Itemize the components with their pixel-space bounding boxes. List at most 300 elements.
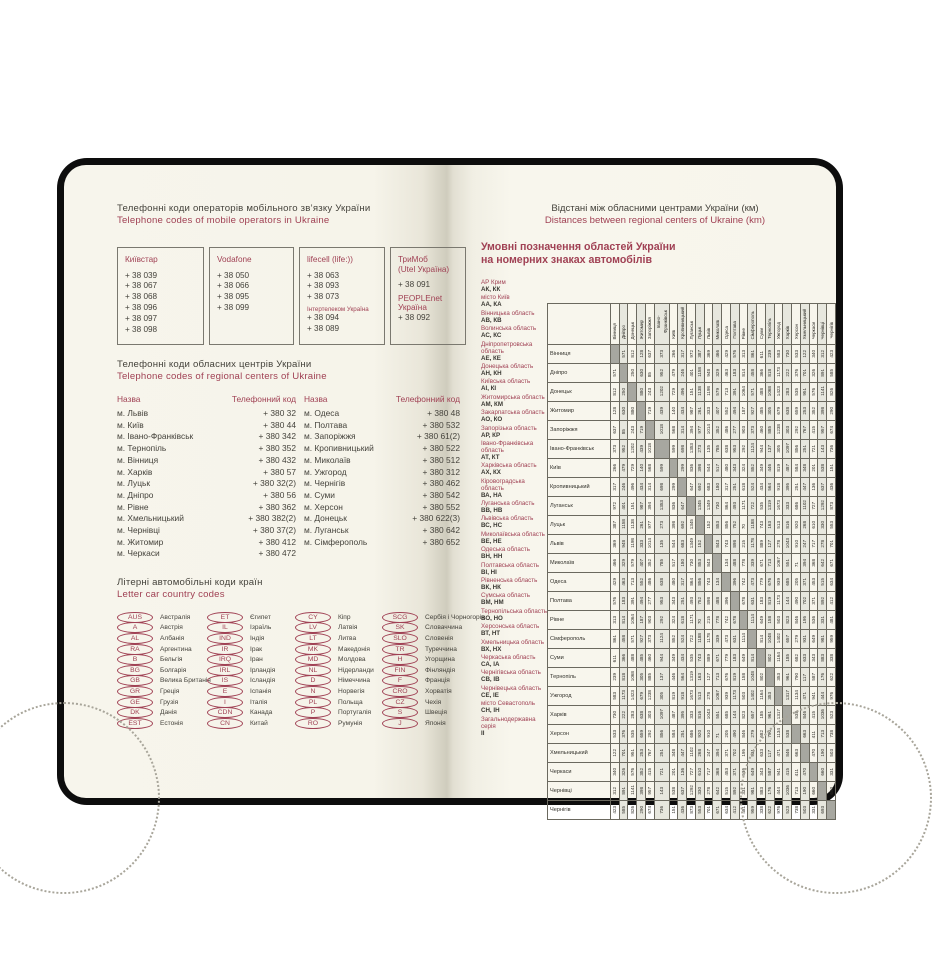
country-code-item [295,697,382,708]
distance-value: 727 [811,502,816,510]
distance-cell [713,516,722,535]
distance-value: 395 [679,711,685,719]
distance-value: 927 [749,407,755,415]
distance-cell [713,554,722,573]
distance-value: 1018 [647,442,653,453]
regional-row [117,420,296,432]
distance-cell [765,383,774,402]
country-code-oval: AL [117,633,153,644]
distance-cell [654,478,669,497]
region-name: Херсонська область [481,623,540,631]
city-name: м. Ужгород [304,466,347,477]
distance-cell [722,801,731,820]
country-name: Аргентина [160,645,192,653]
distance-cell [722,497,731,516]
city-phone-code: + 380 57 [263,466,296,477]
country-code-oval: B [117,654,153,665]
distance-value: 816 [784,521,790,529]
distance-cell [783,516,792,535]
distance-cell [669,649,678,668]
country-name: Норвегія [338,687,365,695]
distance-cell [610,345,619,364]
distance-value: 583 [776,350,781,358]
distance-value: 371 [732,768,738,776]
distance-value: 1173 [621,690,626,700]
distance-value: 701 [706,806,711,814]
distance-cell [809,668,818,687]
distance-row-label: Чернівці [548,782,611,801]
distance-value: 446 [671,673,676,681]
distance-cell [774,421,783,440]
legend-item [481,279,547,293]
distance-value: 1353 [659,499,665,510]
distance-cell [695,725,704,744]
region-name: Луганська область [481,500,535,508]
distance-value: 633 [802,654,808,662]
distance-cell [774,668,783,687]
distance-row-label: Ужгород [548,687,611,706]
distance-cell [774,383,783,402]
distance-cell [757,345,766,364]
distance-value: 1171 [741,500,746,510]
distance-cell [645,725,654,744]
distance-value: 1178 [749,538,755,548]
distance-cell [783,554,792,573]
distance-cell [637,459,646,478]
country-name: Угорщина [425,656,455,664]
distance-value: 730 [714,502,720,510]
distance-value: 634 [723,806,729,814]
distance-value: 415 [784,768,790,776]
distance-cell [654,649,669,668]
region-plate-codes: АА, КА [481,301,502,309]
distance-value: 692 [679,521,685,529]
distance-cell [713,706,722,725]
distance-value: 576 [612,597,618,605]
operator-codes [125,271,196,336]
distance-row [548,440,836,459]
sub-operator-name-line: Інтертелеком Україна [307,305,369,313]
distance-value: 649 [749,768,755,776]
city-name: м. Київ [117,419,144,430]
distance-cell [739,554,748,573]
distance-cell [678,345,687,364]
region-name: АР Крим [481,279,506,286]
distance-value: 873 [688,806,694,814]
country-code-oval: IR [207,644,243,655]
distance-cell [695,668,704,687]
distance-cell [704,668,713,687]
distance-value: 585 [621,806,626,814]
distance-value: 331 [828,768,834,776]
distance-value: 948 [706,369,711,377]
distance-cell [637,668,646,687]
distance-value: 343 [758,768,764,776]
distance-cell [783,611,792,630]
distance-cell [739,649,748,668]
distance-value: 959 [828,635,834,643]
distance-value: 503 [828,749,834,757]
distance-cell [637,535,646,554]
distance-cell [645,744,654,763]
city-name: м. Кропивницький [304,443,374,454]
distance-cell [739,402,748,421]
distance-value: 490 [793,597,799,605]
distance-cell [765,478,774,497]
distance-value: 778 [714,616,720,624]
distance-value: 660 [811,787,816,795]
distance-value: 201 [811,464,816,472]
distance-value: 436 [679,806,685,814]
distance-cell [827,668,836,687]
sub-operator-name-line: PEOPLEnet [398,293,443,303]
distance-cell [792,554,801,573]
distance-cell [645,535,654,554]
legend-item [481,654,547,668]
distance-cell [722,706,731,725]
distance-cell [669,535,678,554]
distance-cell [748,611,757,630]
city-phone-code: + 380 342 [258,431,296,442]
distance-col-header-label: Луцьк [697,326,703,339]
distance-value: 535 [793,388,799,396]
distance-cell [695,535,704,554]
regional-row [117,455,296,467]
distance-value: 333 [688,711,694,719]
distance-value: 292 [647,730,653,738]
region-plate-codes: АК, КК [481,286,501,293]
distance-value: 473 [749,578,755,586]
distance-row [548,478,836,497]
distance-value: 391 [629,597,635,605]
phone-code: + 38 039 [125,270,158,280]
distance-value: 891 [621,787,626,795]
country-code-oval: IS [207,675,243,686]
distance-col-header-label: Чернігів [828,322,834,339]
distance-cell [695,421,704,440]
distance-cell [610,383,619,402]
legend-item [481,716,547,737]
distance-value: 283 [629,711,635,719]
country-name: Іспанія [250,687,272,695]
distance-cell [774,478,783,497]
distance-cell [610,801,619,820]
distance-value: 701 [621,749,626,757]
distance-value: 398 [697,464,703,472]
distance-col-header-label: Сімферополь [749,310,755,339]
distance-cell [757,364,766,383]
country-code-item [117,633,207,644]
distance-cell [678,668,687,687]
distance-value: 939 [723,692,729,700]
distance-cell [669,459,678,478]
distance-cell [628,459,637,478]
distance-cell [800,421,809,440]
distance-value: 183 [732,654,738,662]
distance-value: 579 [714,388,720,396]
distance-value: 1188 [749,519,755,529]
distance-cell [739,535,748,554]
distance-value: 488 [629,654,635,662]
distance-value: 1114 [741,633,746,643]
distance-value: 819 [767,597,773,605]
distance-value: 961 [767,711,773,719]
country-code-oval: F [382,675,418,686]
distance-cell [654,668,669,687]
distance-value: 411 [793,768,799,776]
distance-value: 752 [697,597,703,605]
distance-cell [827,573,836,592]
distance-value: 816 [697,711,703,719]
distance-col-header [645,304,654,345]
distance-cell [713,535,722,554]
country-code-item [117,665,207,676]
distance-value: 460 [647,654,653,662]
distance-value: 140 [671,407,676,415]
tearoff-arc-bottom-right [740,702,836,798]
distance-value: 622 [767,806,773,814]
country-name: Туреччина [425,645,457,653]
distance-row-label: Миколаїв [548,554,611,573]
distance-cell [765,630,774,649]
distance-cell [722,421,731,440]
distance-value: 790 [793,673,799,681]
distance-value: 1673 [776,499,781,510]
distance-value: 743 [723,540,729,548]
country-name: Латвія [338,624,358,632]
distance-cell [783,440,792,459]
distance-cell [654,725,669,744]
country-name: Франція [425,677,450,685]
distance-value: 576 [732,350,738,358]
distance-cell [713,440,722,459]
distance-value: 398 [638,787,644,795]
country-code-oval: J [382,718,418,729]
distance-cell [628,725,637,744]
distance-cell [637,573,646,592]
distance-value: 1043 [784,537,790,548]
distance-value: 415 [811,711,816,719]
distance-cell [792,383,801,402]
distance-value: 473 [723,635,729,643]
distance-cell [704,383,713,402]
distance-cell [669,611,678,630]
regional-header-name-right: Назва [304,394,328,404]
region-plate-codes: АН, КН [481,369,502,377]
country-name: Чехія [425,698,442,706]
distance-value: 727 [688,768,694,776]
distance-cell [687,782,696,801]
country-code-item [295,644,382,655]
distance-value: 466 [714,350,720,358]
region-plate-codes: ВН, НН [481,553,503,561]
distance-cell [669,744,678,763]
city-name: м. Львів [117,408,149,418]
distance-value: 631 [749,597,755,605]
distance-value: 152 [697,540,703,548]
distance-value: 352 [638,768,644,776]
distance-row [548,364,836,383]
distance-value: 826 [828,388,834,396]
distance-cell [687,402,696,421]
distance-cell [654,459,669,478]
region-name: Миколаївська область [481,530,545,538]
distance-value: 952 [621,445,626,453]
distance-cell [722,383,731,402]
distance-cell [628,668,637,687]
distance-cell [628,440,637,459]
operator-name: Київстар [125,255,158,264]
country-code-oval: RA [117,644,153,655]
distance-value: 485 [638,654,644,662]
distance-value: 941 [776,768,781,776]
distance-value: 503 [802,806,808,814]
distance-value: 682 [758,730,764,738]
distance-value: 587 [811,673,816,681]
distance-value: 944 [659,654,665,662]
region-plate-codes: АТ, КТ [481,453,500,461]
distance-row [548,516,836,535]
country-codes-column [207,612,295,729]
distance-value: 137 [659,673,665,681]
distance-value: 251 [659,749,665,757]
distance-cell [783,668,792,687]
distance-value: 1036 [819,708,825,719]
city-phone-code: + 380 432 [258,454,296,465]
country-code-oval: N [295,686,331,697]
distance-cell [645,478,654,497]
distance-col-header [765,304,774,345]
distance-cell [619,668,628,687]
distance-cell [628,782,637,801]
distance-cell [619,459,628,478]
distance-value: 1158 [621,519,626,529]
country-code-oval: AUS [117,612,153,623]
distance-cell [739,611,748,630]
distance-value: 679 [638,692,644,700]
distance-value: 1014 [647,537,653,548]
distance-value: 253 [802,407,808,415]
distance-cell [695,630,704,649]
distance-col-header [818,304,827,345]
legend-item [481,562,547,576]
distance-cell [792,421,801,440]
sub-operator-codes [398,313,458,324]
distance-value: 552 [723,407,729,415]
distance-value: 630 [638,369,644,377]
distance-cell [669,554,678,573]
distance-col-header [730,304,739,345]
distance-cell [695,592,704,611]
distance-value: 880 [638,388,644,396]
distance-value: 517 [714,464,720,472]
distance-cell [757,592,766,611]
distance-value: 649 [741,654,746,662]
region-plate-codes: ВО, НО [481,614,503,622]
distance-value: 864 [723,502,729,510]
mobile-codes-title-uk: Телефонні коди операторів мобільного зв’язку України [117,203,371,214]
distance-value: 1238 [776,423,781,434]
distance-cell [827,440,836,459]
phone-code: + 38 068 [125,292,158,302]
country-code-oval: GB [117,675,153,686]
distance-cell [610,364,619,383]
distance-cell [818,668,827,687]
distance-cell [654,516,669,535]
region-plate-codes: АС, КС [481,332,502,340]
legend-item [481,294,547,308]
distance-cell [827,478,836,497]
distance-value: 352 [714,426,720,434]
distance-value: 444 [776,787,781,795]
distance-cell [800,383,809,402]
distance-col-header [654,304,669,345]
distance-cell [619,725,628,744]
distance-cell [610,402,619,421]
country-codes-title-en: Letter car country codes [117,589,225,600]
distance-cell [809,630,818,649]
distance-cell [722,763,731,782]
distance-cell [669,763,678,782]
country-code-item [207,718,295,729]
distance-value: 176 [767,787,773,795]
distance-value: 730 [612,711,618,719]
distance-value: 136 [811,483,816,491]
distance-cell [628,649,637,668]
distance-cell [669,421,678,440]
distance-value: 987 [638,502,644,510]
country-code-oval: CZ [382,697,418,708]
distance-cell [678,706,687,725]
legend-item [481,500,547,514]
country-name: Хорватія [425,687,452,695]
distance-col-header-label: Хмельницький [802,308,808,339]
distance-value: 585 [828,369,834,377]
distance-cell [774,440,783,459]
distance-value: 463 [621,578,626,586]
legend-item [481,363,547,377]
distance-value: 698 [659,483,665,491]
distance-cell [827,383,836,402]
distance-cell [669,573,678,592]
distance-value: 538 [793,711,799,719]
distance-cell [722,573,731,592]
distance-cell [722,687,731,706]
distance-value: 814 [758,635,764,643]
distance-cell [695,763,704,782]
distance-cell [645,649,654,668]
distance-cell [722,592,731,611]
distance-value: 317 [723,483,729,491]
region-plate-codes: ВВ, НВ [481,507,503,515]
distance-cell [713,630,722,649]
distance-cell [704,763,713,782]
city-name: м. Житомир [117,536,164,547]
legend-item [481,639,547,653]
distance-row [548,345,836,364]
distance-cell [809,649,818,668]
distance-cell [774,497,783,516]
distance-cell [730,782,739,801]
country-code-item [207,654,295,665]
distance-cell [619,535,628,554]
distance-value: 444 [819,692,825,700]
distance-value: 818 [767,369,773,377]
distance-value: 944 [758,445,764,453]
distance-cell [645,630,654,649]
distance-row [548,649,836,668]
region-name: Хмельницька область [481,638,545,646]
